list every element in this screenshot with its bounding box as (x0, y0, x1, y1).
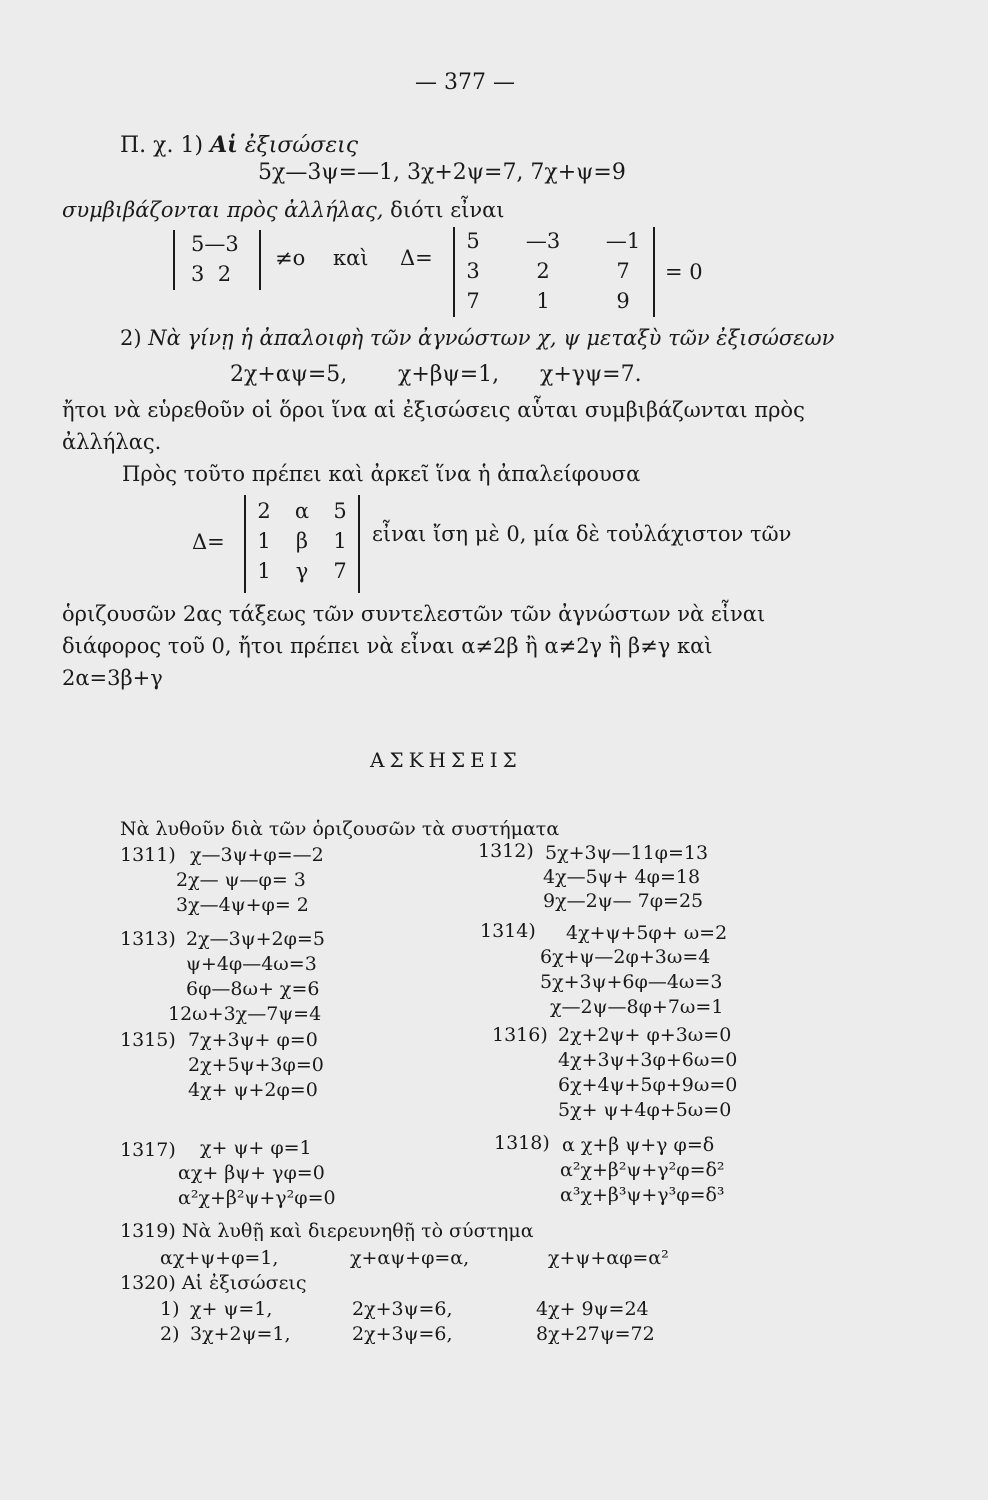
equation: αχ+ψ+φ=1, (160, 1247, 279, 1269)
det-cell: 2 (257, 499, 271, 523)
equation: 3χ—4ψ+φ= 2 (176, 894, 309, 916)
small-det-row2: 3 2 (191, 262, 232, 286)
equation: ψ+4φ—4ω=3 (186, 953, 317, 975)
exercise-label: 1313) (120, 928, 176, 950)
equation: 2χ+2ψ+ φ+3ω=0 (558, 1024, 732, 1046)
text-line: ὁριζουσῶν 2ας τάξεως τῶν συντελεστῶν τῶν ἀγνώστων νὰ εἶναι (62, 602, 766, 626)
equation: α²χ+β²ψ+γ²φ=δ² (560, 1159, 725, 1181)
page-number: — 377 — (415, 70, 515, 95)
equals-zero: = 0 (665, 260, 703, 284)
equation: 3χ+2ψ=1, (190, 1323, 291, 1345)
example-title-bold: Αἱ (210, 132, 238, 158)
equation: 4χ+ ψ+2φ=0 (188, 1079, 318, 1101)
example2-line (120, 326, 834, 350)
equation: 2χ+5ψ+3φ=0 (188, 1054, 324, 1076)
det-cell: 1 (333, 529, 347, 553)
equation: 2χ+3ψ=6, (352, 1323, 453, 1345)
example-label: Π. χ. 1) (120, 133, 204, 158)
equation: χ+ψ+αφ=α² (548, 1247, 669, 1269)
small-determinant (173, 230, 261, 290)
exercise-label: 1311) (120, 844, 176, 866)
example2-eq3: χ+γψ=7. (540, 362, 642, 387)
text-line: ἀλλήλας. (62, 430, 162, 454)
exercise-label: 1316) (492, 1024, 548, 1046)
equation: 4χ—5ψ+ 4φ=18 (543, 866, 701, 888)
example2-text: Νὰ γίνῃ ἡ ἀπαλοιφὴ τῶν ἀγνώστων χ, ψ μεταξὺ τῶν ἐξισώσεων (148, 326, 835, 350)
exercise-text: Αἱ ἐξισώσεις (181, 1272, 307, 1294)
equation: χ—3ψ+φ=—2 (190, 844, 324, 866)
compat-tail: διότι εἶναι (390, 198, 505, 222)
det-cell: 3 (466, 259, 480, 283)
det-cell: 1 (536, 289, 550, 313)
det-cell: α (294, 499, 310, 523)
det-text: εἶναι ἴση μὲ 0, μία δὲ τοὐλάχιστον τῶν (372, 522, 792, 546)
equation: 2χ+3ψ=6, (352, 1298, 453, 1320)
equation: 4χ+ 9ψ=24 (536, 1298, 649, 1320)
exercise-label: 1315) (120, 1029, 176, 1051)
delta-equals: Δ= (400, 246, 433, 270)
det-cell: 1 (257, 559, 271, 583)
equation: 8χ+27ψ=72 (536, 1323, 655, 1345)
sub-label: 2) (160, 1323, 180, 1345)
exercise-1320 (120, 1272, 307, 1294)
exercises-intro: Νὰ λυθοῦν διὰ τῶν ὁριζουσῶν τὰ συστήματα (120, 818, 560, 840)
equation: χ+ ψ=1, (190, 1298, 273, 1320)
example-title-rest: ἐξισώσεις (244, 133, 359, 158)
det-cell: 9 (616, 289, 630, 313)
equation: 4χ+3ψ+3φ+6ω=0 (558, 1049, 738, 1071)
det-cell: 7 (333, 559, 347, 583)
equation: 7χ+3ψ+ φ=0 (188, 1029, 318, 1051)
exercise-text: Νὰ λυθῇ καὶ διερευνηθῇ τὸ σύστημα (181, 1220, 534, 1242)
equation: χ+αψ+φ=α, (350, 1247, 470, 1269)
det-cell: 1 (257, 529, 271, 553)
compat-text: συμβιβάζονται πρὸς ἀλλήλας, (62, 198, 384, 222)
equation: α³χ+β³ψ+γ³φ=δ³ (560, 1184, 725, 1206)
det-cell: 2 (536, 259, 550, 283)
exercise-label: 1312) (478, 840, 534, 862)
example2-eq1: 2χ+αψ=5, (230, 362, 348, 387)
equation: 2χ— ψ—φ= 3 (176, 869, 306, 891)
det-cell: 5 (466, 229, 480, 253)
not-equal-zero: ≠ο (275, 246, 306, 270)
equation: 6φ—8ω+ χ=6 (186, 978, 320, 1000)
example-equations: 5χ—3ψ=—1, 3χ+2ψ=7, 7χ+ψ=9 (258, 160, 626, 185)
equation: αχ+ βψ+ γφ=0 (178, 1162, 325, 1184)
equation: 6χ+ψ—2φ+3ω=4 (540, 946, 711, 968)
equation: χ—2ψ—8φ+7ω=1 (550, 996, 724, 1018)
example2-eq2: χ+βψ=1, (398, 362, 500, 387)
equation: 5χ+3ψ+6φ—4ω=3 (540, 971, 723, 993)
equation: 6χ+4ψ+5φ+9ω=0 (558, 1074, 738, 1096)
text-line: διάφορος τοῦ 0, ἤτοι πρέπει νὰ εἶναι α≠2β ἢ α≠2γ ἢ β≠γ καὶ (62, 634, 713, 658)
det-cell: 5 (333, 499, 347, 523)
det-cell: 7 (616, 259, 630, 283)
exercise-label: 1319) (120, 1220, 176, 1242)
text-line: Πρὸς τοῦτο πρέπει καὶ ἀρκεῖ ἵνα ἡ ἀπαλείφουσα (122, 462, 641, 486)
text-line: ἤτοι νὰ εὑρεθοῦν οἱ ὅροι ἵνα αἱ ἐξισώσεις αὗται συμβιβάζωνται πρὸς (62, 398, 805, 422)
det-cell: —1 (605, 229, 641, 253)
kai-word: καὶ (333, 246, 369, 270)
equation: 4χ+ψ+5φ+ ω=2 (566, 922, 728, 944)
equation: α χ+β ψ+γ φ=δ (562, 1134, 715, 1156)
exercise-label: 1318) (494, 1132, 550, 1154)
small-det-row1: 5—3 (191, 232, 239, 256)
exercises-heading: ΑΣΚΗΣΕΙΣ (370, 748, 522, 772)
det-cell: γ (295, 559, 309, 583)
sub-label: 1) (160, 1298, 180, 1320)
exercise-label: 1320) (120, 1272, 176, 1294)
exercise-label: 1317) (120, 1139, 176, 1161)
equation: α²χ+β²ψ+γ²φ=0 (178, 1187, 336, 1209)
delta-equals-2: Δ= (192, 530, 225, 554)
example-title (120, 132, 358, 158)
compat-line (62, 198, 505, 222)
big-determinant (453, 227, 655, 317)
equation: 5χ+3ψ—11φ=13 (545, 842, 709, 864)
alpha-determinant (244, 495, 360, 593)
det-cell: 7 (466, 289, 480, 313)
equation: 5χ+ ψ+4φ+5ω=0 (558, 1099, 732, 1121)
equation: χ+ ψ+ φ=1 (200, 1137, 312, 1159)
det-cell: β (295, 529, 309, 553)
equation: 9χ—2ψ— 7φ=25 (543, 890, 704, 912)
example2-label: 2) (120, 326, 142, 350)
det-cell: —3 (525, 229, 561, 253)
equation: 12ω+3χ—7ψ=4 (168, 1003, 322, 1025)
text-line: 2α=3β+γ (62, 666, 163, 690)
equation: 2χ—3ψ+2φ=5 (186, 928, 325, 950)
exercise-label: 1314) (480, 920, 536, 942)
exercise-1319 (120, 1220, 534, 1242)
